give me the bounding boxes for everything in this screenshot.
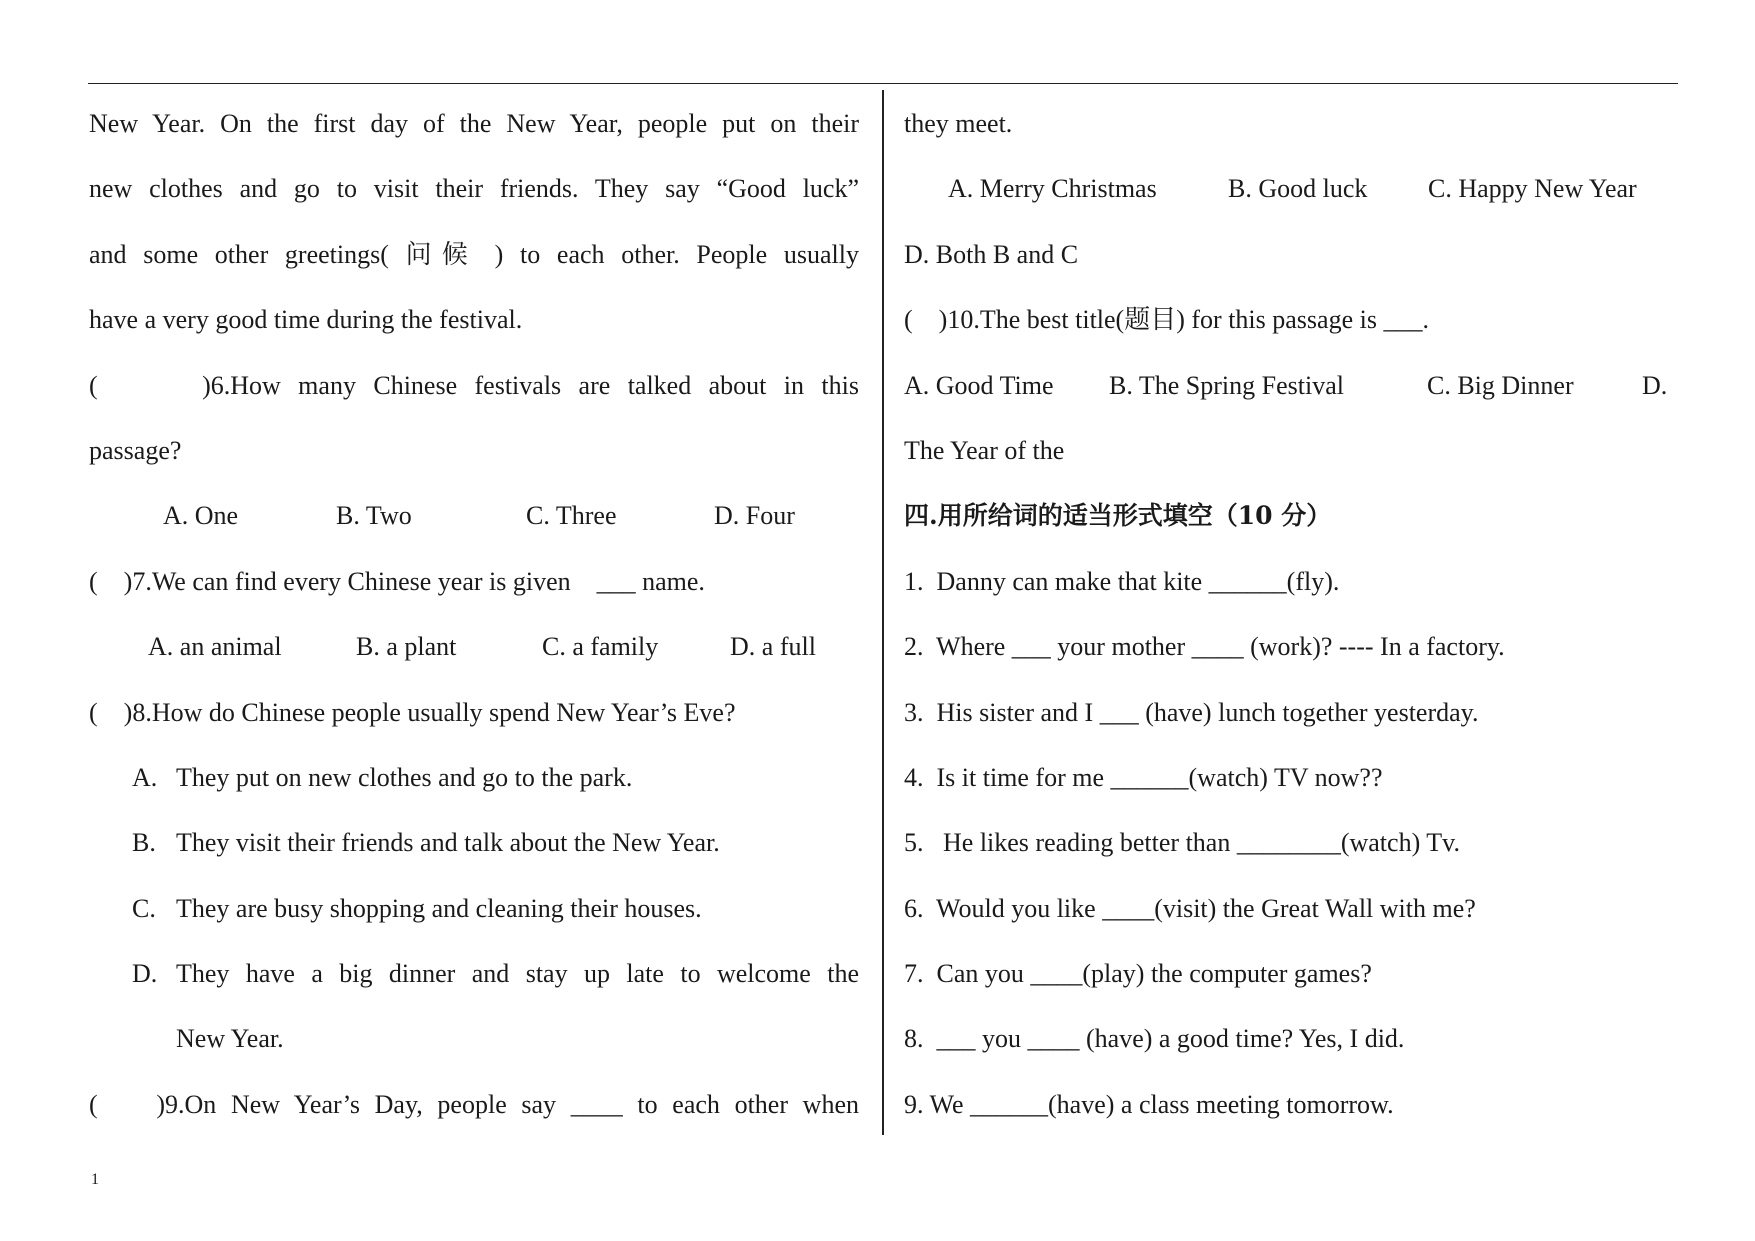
question-6-stem: ( )6.How many Chinese festivals are talked about in this (89, 370, 859, 400)
q8-option-b (89, 814, 859, 879)
q6-option-c: C. Three (526, 501, 617, 531)
page-number: 1 (91, 1171, 99, 1188)
passage-line: have a very good time during the festival. (89, 305, 523, 335)
q9-option-b: B. Good luck (1228, 174, 1368, 204)
q9-option-c: C. Happy New Year (1428, 174, 1637, 204)
fill-item: 2. Where ___ your mother ____ (work)? ---- In a factory. (904, 632, 1505, 662)
question-7-options (89, 618, 859, 683)
question-7-stem: ( )7.We can find every Chinese year is given ___ name. (89, 566, 705, 596)
question-10-stem: ( )10.The best title(题目) for this passage is ___. (904, 305, 1429, 335)
passage-line: new clothes and go to visit their friends. They say “Good luck” (89, 174, 859, 204)
question-10-options (904, 357, 1674, 422)
q10-option-c: C. Big Dinner (1427, 370, 1574, 400)
q7-option-d: D. a full (730, 632, 816, 662)
q10-option-b: B. The Spring Festival (1109, 370, 1344, 400)
option-letter: B. (132, 828, 156, 858)
q8-option-d (89, 945, 859, 1010)
fill-item: 5. He likes reading better than ________(watch) Tv. (904, 828, 1460, 858)
option-letter: A. (132, 762, 158, 792)
q10-option-d: D. (1642, 370, 1668, 400)
option-text: They are busy shopping and cleaning their houses. (176, 893, 702, 923)
q7-option-b: B. a plant (356, 632, 457, 662)
q8-option-d-cont: New Year. (176, 1024, 284, 1054)
fill-item: 9. We ______(have) a class meeting tomorrow. (904, 1089, 1394, 1119)
q9-option-a: A. Merry Christmas (948, 174, 1157, 204)
q6-option-b: B. Two (336, 501, 412, 531)
right-column (904, 95, 1674, 1141)
fill-item: 4. Is it time for me ______(watch) TV now?? (904, 762, 1383, 792)
column-divider (882, 90, 884, 1135)
q10-option-a: A. Good Time (904, 370, 1054, 400)
passage-line: and some other greetings( 问候 ) to each other. People usually (89, 239, 859, 269)
q10-option-d-cont: The Year of the (904, 435, 1065, 465)
question-9-stem-cont: they meet. (904, 109, 1013, 138)
fill-item: 8. ___ you ____ (have) a good time? Yes, I did. (904, 1024, 1405, 1054)
q8-option-a (89, 749, 859, 814)
q7-option-c: C. a family (542, 632, 659, 662)
option-text: They put on new clothes and go to the park. (176, 762, 633, 792)
q8-option-c (89, 880, 859, 945)
fill-item: 7. Can you ____(play) the computer games? (904, 959, 1372, 989)
option-letter: C. (132, 893, 156, 923)
option-text: They visit their friends and talk about the New Year. (176, 828, 720, 858)
question-9-options (904, 160, 1674, 225)
q6-option-a: A. One (163, 501, 239, 531)
fill-item: 3. His sister and I ___ (have) lunch together yesterday. (904, 697, 1479, 727)
q9-option-d: D. Both B and C (904, 239, 1079, 269)
option-text: They have a big dinner and stay up late to welcome the (176, 959, 859, 989)
question-6-options (89, 487, 859, 552)
passage-line: New Year. On the first day of the New Year, people put on their (89, 109, 859, 138)
fill-item: 6. Would you like ____(visit) the Great Wall with me? (904, 893, 1476, 923)
q7-option-a: A. an animal (148, 632, 282, 662)
section-4-heading: 四.用所给词的适当形式填空（10 分） (904, 501, 1332, 531)
question-9-stem: ( )9.On New Year’s Day, people say ____ to each other when (89, 1089, 859, 1119)
option-letter: D. (132, 959, 158, 989)
left-column (89, 95, 859, 1141)
q6-option-d: D. Four (714, 501, 795, 531)
question-6-stem-cont: passage? (89, 435, 182, 465)
question-8-stem: ( )8.How do Chinese people usually spend New Year’s Eve? (89, 697, 736, 727)
top-rule (88, 83, 1678, 84)
fill-item: 1. Danny can make that kite ______(fly). (904, 566, 1340, 596)
